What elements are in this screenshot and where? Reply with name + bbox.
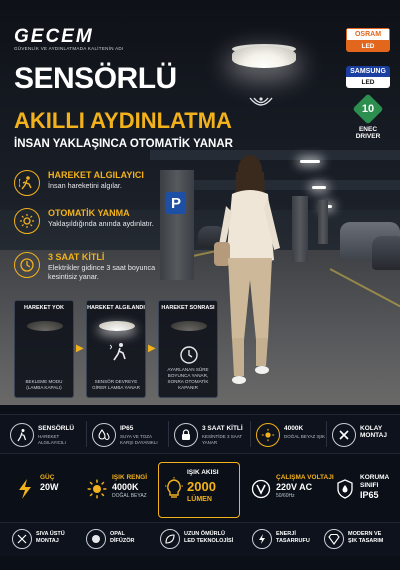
bolt-icon — [14, 478, 36, 500]
parking-sign: P — [166, 192, 186, 214]
tools-icon — [332, 423, 356, 447]
feature-3h-backup — [14, 252, 164, 288]
row1-title: KOLAY — [360, 425, 383, 432]
ceiling-lamp — [232, 46, 296, 68]
arrow-right-icon: ▶ — [76, 343, 84, 354]
lock-icon — [174, 423, 198, 447]
lumen-unit: LÜMEN — [187, 496, 212, 503]
headline-tagline: İNSAN YAKLAŞINCA OTOMATİK YANAR — [14, 138, 233, 150]
row1-title: IP65 — [120, 425, 134, 432]
walking-woman — [210, 150, 290, 390]
feature-title: 3 SAAT KİTLİ — [48, 252, 105, 262]
feature-title: OTOMATİK YANMA — [48, 208, 130, 218]
brand-logo: GECEM — [14, 26, 94, 47]
row3-label: MODERN VE ŞIK TASARIM — [348, 531, 384, 544]
feature-auto-on — [14, 208, 164, 244]
bulb-icon — [163, 477, 185, 501]
row1-desc: HAREKET ALGILAYICILI — [38, 434, 66, 445]
spec-sub: DOĞAL BEYAZ — [112, 493, 147, 499]
step-title: HAREKET YOK — [24, 305, 64, 311]
row1-title: 3 SAAT KİTLİ — [202, 425, 243, 432]
step-title: HAREKET ALGILANDI — [87, 305, 145, 311]
headline-subtitle: AKILLI AYDINLATMA — [14, 108, 232, 133]
osram-label: OSRAM — [346, 28, 390, 41]
concrete-column — [318, 200, 328, 244]
sun-icon — [256, 423, 280, 447]
brand-tagline: GÜVENLİK VE AYDINLATMADA KALİTENİN ADI — [14, 46, 124, 51]
sun-icon — [14, 208, 40, 234]
row1-title: 4000K — [284, 425, 304, 432]
enec-driver-badge — [346, 98, 390, 140]
feature-desc: Yaklaşıldığında anında aydınlatır. — [48, 219, 154, 228]
parked-car — [372, 236, 400, 270]
spec-value: 4000K — [112, 482, 139, 492]
lumen-value: 2000 — [187, 479, 216, 494]
step-desc: SENSÖR DEVREYE GİRER LAMBA YANAR — [92, 379, 140, 390]
lumen-label: IŞIK AKISI — [187, 469, 219, 476]
row1-desc: KESİNTİDE 3 SAAT YANAR — [202, 434, 243, 445]
step-desc: AYARLANAN SÜRE BOYUNCA YANAR, SONRA OTOMATİK KAPANIR — [167, 367, 209, 390]
spec-label: KORUMA — [360, 474, 390, 481]
headline-title: SENSÖRLÜ — [14, 62, 177, 95]
step-after-motion — [158, 300, 218, 398]
row1-desc: DOĞAL BEYAZ IŞIK — [284, 434, 326, 439]
row1-desc: SUYA VE TOZA KARŞI DAYANIKLI — [120, 434, 158, 445]
voltage-icon — [250, 478, 272, 500]
lamp-off-icon — [27, 321, 63, 331]
spec-label: GÜÇ — [40, 474, 55, 481]
row1-title: SENSÖRLÜ — [38, 425, 75, 432]
motion-sensor-icon — [10, 423, 34, 447]
spec-value: 20W — [40, 482, 59, 492]
motion-person-icon — [107, 341, 129, 363]
samsung-led-badge — [346, 66, 390, 88]
samsung-led-label: LED — [346, 77, 390, 88]
ceiling-light — [300, 160, 320, 163]
clock-icon — [14, 252, 40, 278]
spec-value: 220V AC — [276, 482, 313, 492]
shield-icon — [334, 478, 356, 500]
row3-label: SIVA ÜSTÜ MONTAJ — [36, 531, 65, 544]
lamp-off-icon — [171, 321, 207, 331]
step-desc: BEKLEME MODU (LAMBA KAPALI) — [25, 379, 63, 390]
enec-label: ENEC — [358, 126, 378, 133]
row3-label: ENERJİ TASARRUFU — [276, 531, 310, 544]
feature-desc: İnsan hareketini algılar. — [48, 181, 122, 190]
enec-mark-icon — [352, 93, 383, 124]
enec-mark-number: 10 — [361, 103, 375, 115]
ceiling-light — [312, 186, 326, 189]
spec-label: IŞIK RENGİ — [112, 474, 148, 481]
concrete-column — [292, 196, 308, 262]
energy-icon — [252, 529, 272, 549]
step-title: HAREKET SONRASI — [161, 305, 215, 311]
mount-icon — [12, 529, 32, 549]
motion-person-icon — [14, 170, 40, 196]
step-no-motion — [14, 300, 74, 398]
osram-led-badge — [346, 28, 390, 52]
feature-motion — [14, 170, 164, 206]
spec-sub: 50/60Hz — [276, 493, 295, 499]
row1-desc: MONTAJ — [360, 432, 387, 439]
lumen-highlight — [158, 462, 240, 518]
feature-title: HAREKET ALGILAYICI — [48, 170, 144, 180]
sun-icon — [86, 478, 108, 500]
driver-label: DRIVER — [355, 133, 381, 140]
row3-label: OPAL DİFÜZÖR — [110, 531, 135, 544]
diamond-icon — [324, 529, 344, 549]
feature-row-primary — [0, 414, 400, 454]
sensor-wave-icon — [246, 94, 276, 114]
feature-row-secondary — [0, 522, 400, 556]
spec-label: ÇALIŞMA VOLTAJI — [276, 474, 334, 481]
arrow-right-icon: ▶ — [148, 343, 156, 354]
row3-label: UZUN ÖMÜRLÜ LED TEKNOLOJİSİ — [184, 531, 234, 544]
spec-sub: IP65 — [360, 490, 379, 500]
leaf-icon — [160, 529, 180, 549]
samsung-label: SAMSUNG — [346, 66, 390, 77]
opal-icon — [86, 529, 106, 549]
feature-desc: Elektrikler gidince 3 saat boyunca kesintisiz yanar. — [48, 263, 156, 281]
clock-icon — [179, 345, 199, 365]
step-motion-detected — [86, 300, 146, 398]
lamp-on-icon — [99, 321, 135, 331]
spec-value: SINIFI — [360, 482, 379, 489]
water-drops-icon — [92, 423, 116, 447]
sensor-steps — [14, 300, 219, 398]
osram-led-label: LED — [346, 41, 390, 52]
